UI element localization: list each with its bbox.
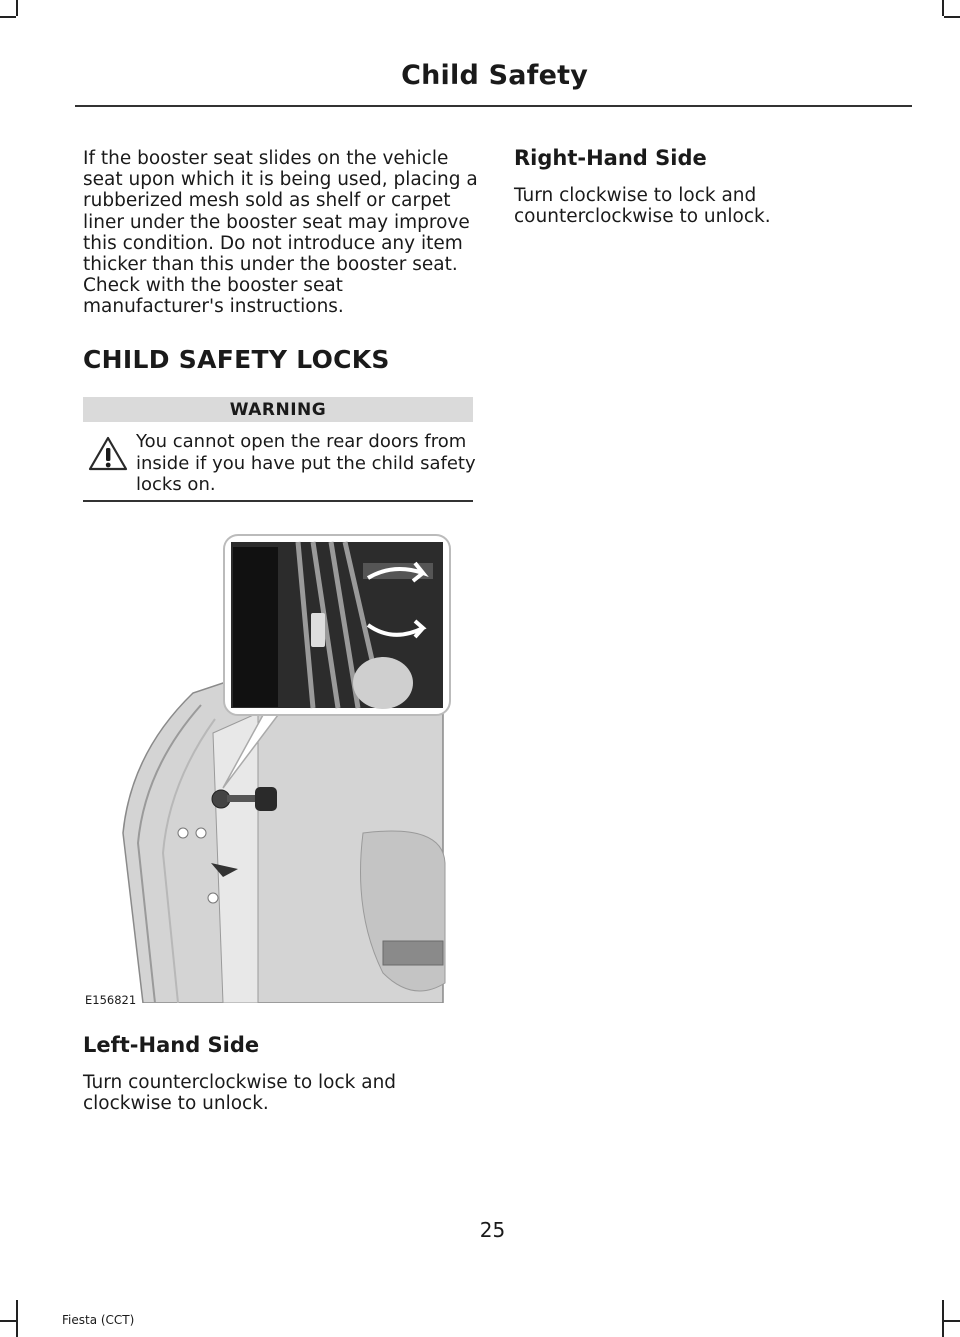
crop-mark: [942, 0, 944, 16]
crop-mark: [16, 0, 18, 16]
page-number: 25: [479, 1218, 506, 1242]
right-hand-text: Turn clockwise to lock and counterclockwise to unlock.: [514, 185, 771, 228]
right-hand-heading: Right-Hand Side: [514, 146, 707, 170]
crop-mark: [942, 1300, 944, 1337]
footer-model: Fiesta (CCT): [62, 1313, 135, 1327]
crop-mark: [944, 16, 960, 18]
warning-divider: [83, 500, 473, 502]
door-child-lock-illustration: [83, 533, 455, 1003]
figure-code: E156821: [85, 993, 137, 1007]
intro-paragraph: If the booster seat slides on the vehicle seat upon which it is being used, placing a rubberized mesh sold as shelf or carpet liner under the booster seat may improve this condition. Do not introduce any item thicker than this under the booster seat. Check with the booster seat manufacturer's instructions.: [83, 148, 478, 318]
warning-triangle-icon: [88, 436, 128, 472]
crop-mark: [944, 1320, 960, 1322]
left-hand-heading: Left-Hand Side: [83, 1033, 260, 1057]
section-heading: CHILD SAFETY LOCKS: [83, 345, 390, 374]
warning-text: You cannot open the rear doors from inside if you have put the child safety locks on.: [136, 431, 476, 495]
warning-header: WARNING: [83, 397, 473, 422]
crop-mark: [0, 16, 16, 18]
crop-mark: [16, 1300, 18, 1337]
header-divider: [75, 105, 912, 107]
page-title: Child Safety: [401, 60, 588, 91]
left-hand-text: Turn counterclockwise to lock and clockwise to unlock.: [83, 1072, 397, 1115]
crop-mark: [0, 1320, 16, 1322]
